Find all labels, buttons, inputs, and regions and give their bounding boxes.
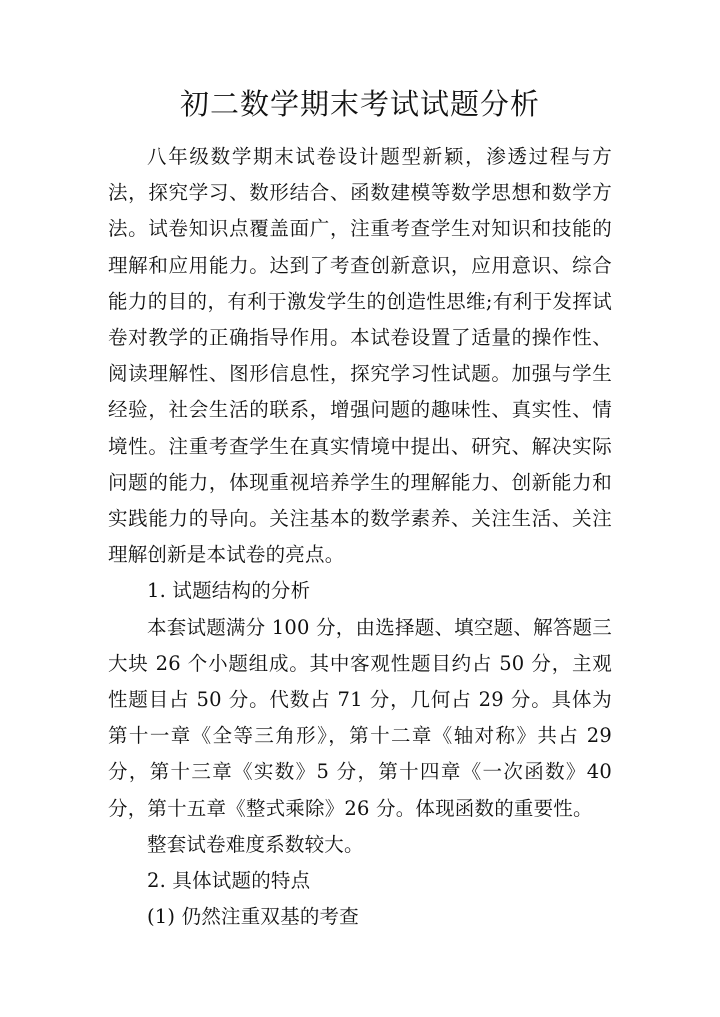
subsection-heading-basics: (1) 仍然注重双基的考查 xyxy=(147,905,359,929)
structure-paragraph: 本套试题满分 100 分，由选择题、填空题、解答题三大块 26 个小题组成。其中客观性题目约占 50 分，主观性题目占 50 分。代数占 71 分，几何占 29 分。具体为第十一章《全等三角形》，第十二章《轴对称》共占 29 分，第十三章《实数》5 分，第十四章《一次函数》40 分，第十五章《整式乘除》26 分。体现函数的重要性。 xyxy=(108,615,612,820)
difficulty-paragraph: 整套试卷难度系数较大。 xyxy=(147,832,364,856)
document-title: 初二数学期末考试试题分析 xyxy=(179,87,540,121)
section-heading-structure: 1. 试题结构的分析 xyxy=(147,579,311,603)
intro-paragraph: 八年级数学期末试卷设计题型新颖，渗透过程与方法，探究学习、数形结合、函数建模等数学思想和数学方法。试卷知识点覆盖面广，注重考查学生对知识和技能的理解和应用能力。达到了考查创新意识，应用意识、综合能力的目的，有利于激发学生的创造性思维;有利于发挥试卷对教学的正确指导作用。本试卷设置了适量的操作性、阅读理解性、图形信息性，探究学习性试题。加强与学生经验，社会生活的联系，增强问题的趣味性、真实性、情境性。注重考查学生在真实情境中提出、研究、解决实际问题的能力，体现重视培养学生的理解能力、创新能力和实践能力的导向。关注基本的数学素养、关注生活、关注理解创新是本试卷的亮点。 xyxy=(108,145,612,567)
section-heading-features: 2. 具体试题的特点 xyxy=(147,869,311,893)
document-body xyxy=(108,139,612,935)
